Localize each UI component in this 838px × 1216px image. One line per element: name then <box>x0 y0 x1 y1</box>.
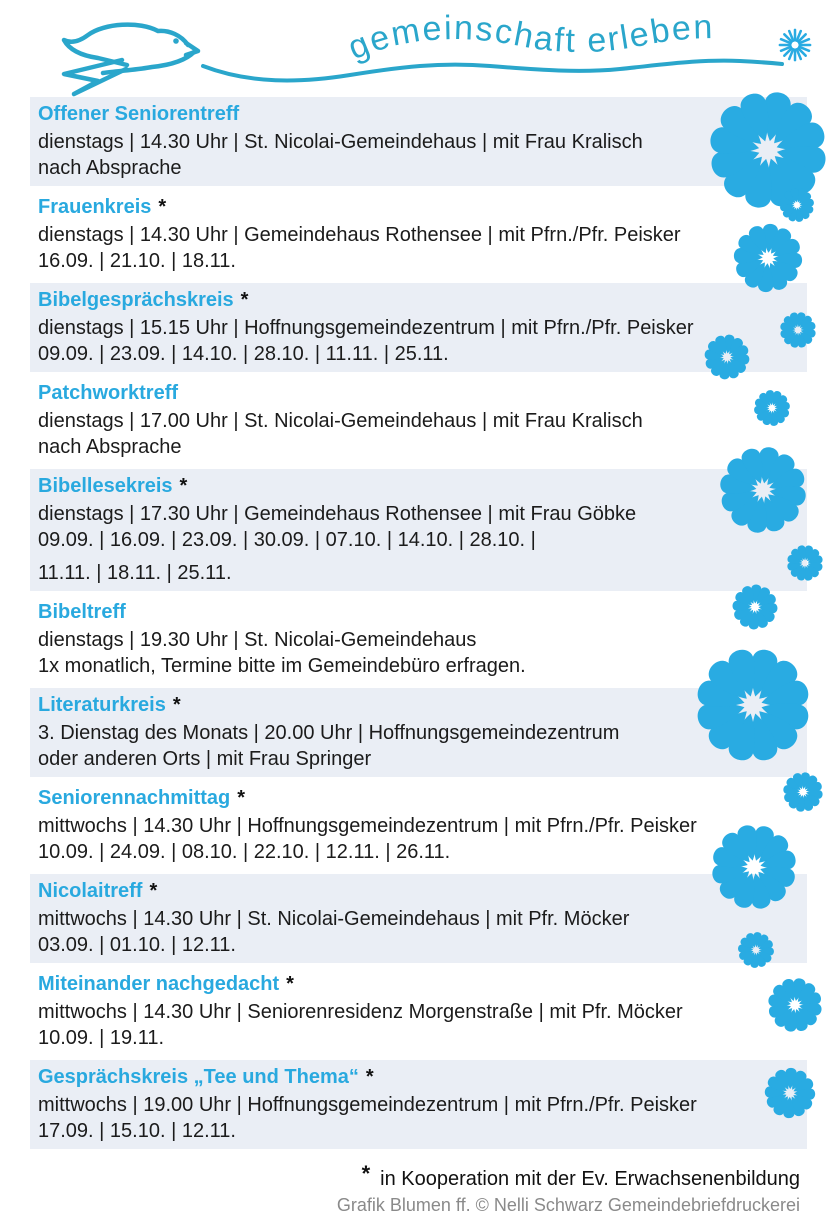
cooperation-note-text: in Kooperation mit der Ev. Erwachsenenbildung <box>380 1168 800 1190</box>
event-section <box>30 1060 807 1149</box>
event-dates: nach Absprache <box>38 157 182 179</box>
event-info: dienstags | 19.30 Uhr | St. Nicolai-Gemeindehaus <box>38 629 477 651</box>
header-banner <box>0 0 838 97</box>
event-info: oder anderen Orts | mit Frau Springer <box>38 748 372 770</box>
events-list <box>30 97 807 1149</box>
event-info: dienstags | 15.15 Uhr | Hoffnungsgemeindezentrum | mit Pfrn./Pfr. Peisker <box>38 317 694 339</box>
event-section <box>30 97 807 186</box>
event-section <box>30 190 807 279</box>
event-info: mittwochs | 14.30 Uhr | St. Nicolai-Gemeindehaus | mit Pfr. Möcker <box>38 908 630 930</box>
event-section <box>30 874 807 963</box>
event-info: dienstags | 14.30 Uhr | Gemeindehaus Rothensee | mit Pfrn./Pfr. Peisker <box>38 224 681 246</box>
event-dates: 17.09. | 15.10. | 12.11. <box>38 1120 236 1142</box>
asterisk-marker: * <box>179 475 188 497</box>
event-info: dienstags | 17.00 Uhr | St. Nicolai-Gemeindehaus | mit Frau Kralisch <box>38 410 643 432</box>
section-title: Offener Seniorentreff <box>38 103 240 125</box>
section-title: Gesprächskreis „Tee und Thema“ <box>38 1066 359 1088</box>
asterisk-marker: * <box>237 787 246 809</box>
event-info: mittwochs | 14.30 Uhr | Hoffnungsgemeindezentrum | mit Pfrn./Pfr. Peisker <box>38 815 697 837</box>
event-dates: nach Absprache <box>38 436 182 458</box>
section-title: Frauenkreis <box>38 196 152 218</box>
event-info: dienstags | 17.30 Uhr | Gemeindehaus Rothensee | mit Frau Göbke <box>38 503 637 525</box>
section-title: Seniorennachmittag <box>38 787 231 809</box>
asterisk-marker: * <box>149 880 158 902</box>
cooperation-note <box>0 1161 838 1192</box>
asterisk-marker: * <box>361 1161 371 1186</box>
asterisk-marker: * <box>286 973 294 995</box>
event-info: 3. Dienstag des Monats | 20.00 Uhr | Hoffnungsgemeindezentrum <box>38 722 620 744</box>
section-title: Patchworktreff <box>38 382 179 404</box>
asterisk-marker: * <box>172 694 181 716</box>
event-section <box>30 469 807 591</box>
event-section <box>30 283 807 372</box>
event-dates: 03.09. | 01.10. | 12.11. <box>38 934 236 956</box>
slogan-text: gemeinschaft erleben <box>342 8 715 68</box>
event-dates: 10.09. | 24.09. | 08.10. | 22.10. | 12.11. | 26.11. <box>38 841 451 863</box>
event-dates: 09.09. | 16.09. | 23.09. | 30.09. | 07.10. | 14.10. | 28.10. | <box>38 529 536 551</box>
event-note: 1x monatlich, Termine bitte im Gemeindebüro erfragen. <box>38 655 526 677</box>
section-title: Miteinander nachgedacht <box>38 973 280 995</box>
event-section <box>30 967 807 1056</box>
section-title: Nicolaitreff <box>38 880 143 902</box>
section-title: Bibeltreff <box>38 601 126 623</box>
event-dates: 10.09. | 19.11. <box>38 1027 165 1049</box>
event-section <box>30 781 807 870</box>
asterisk-marker: * <box>240 289 249 311</box>
event-info: mittwochs | 14.30 Uhr | Seniorenresidenz Morgenstraße | mit Pfr. Möcker <box>38 1001 683 1023</box>
event-section <box>30 376 807 465</box>
event-dates: 16.09. | 21.10. | 18.11. <box>38 250 236 272</box>
section-title: Literaturkreis <box>38 694 166 716</box>
event-section <box>30 688 807 777</box>
event-info: mittwochs | 19.00 Uhr | Hoffnungsgemeindezentrum | mit Pfrn./Pfr. Peisker <box>38 1094 697 1116</box>
event-dates: 11.11. | 18.11. | 25.11. <box>38 562 232 584</box>
section-title: Bibellesekreis <box>38 475 173 497</box>
asterisk-marker: * <box>158 196 167 218</box>
event-dates: 09.09. | 23.09. | 14.10. | 28.10. | 11.11. | 25.11. <box>38 343 449 365</box>
graphics-credit: Grafik Blumen ff. © Nelli Schwarz Gemeindebriefdruckerei <box>336 1195 800 1215</box>
asterisk-marker: * <box>365 1066 374 1088</box>
event-info: dienstags | 14.30 Uhr | St. Nicolai-Gemeindehaus | mit Frau Kralisch <box>38 131 643 153</box>
section-title: Bibelgesprächskreis <box>38 289 234 311</box>
wave-line <box>203 61 782 81</box>
event-section <box>30 595 807 684</box>
dove-icon <box>64 25 198 94</box>
